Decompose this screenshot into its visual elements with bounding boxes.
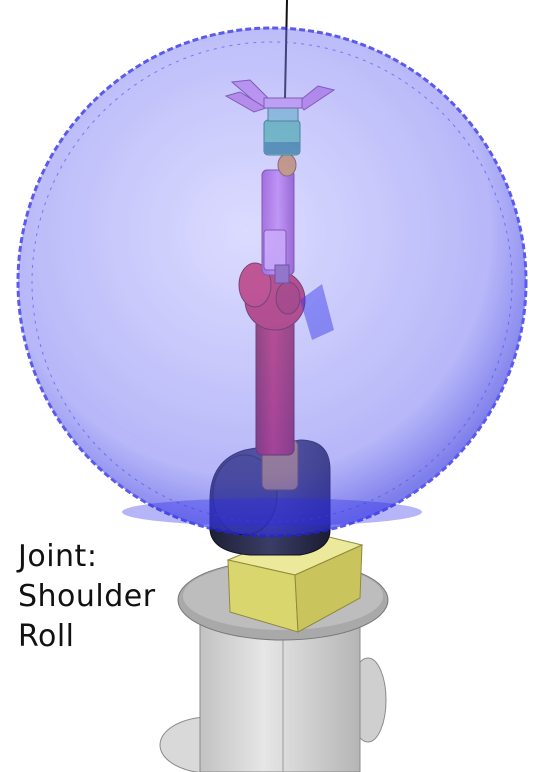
joint-label-title: Joint: xyxy=(18,539,98,574)
workspace-sphere xyxy=(18,28,526,536)
joint-label xyxy=(18,537,156,657)
joint-label-value: Shoulder Roll xyxy=(18,579,156,654)
